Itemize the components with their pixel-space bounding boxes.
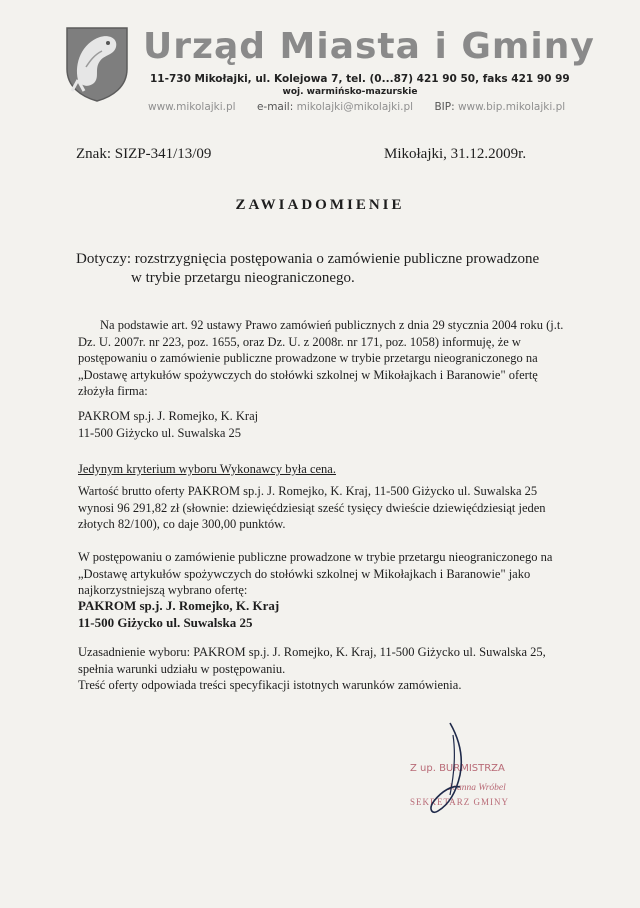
winner-block [78, 598, 572, 631]
handwritten-signature [398, 715, 498, 825]
stamp-line-2: Joanna Wróbel [448, 783, 506, 793]
firm-name: PAKROM sp.j. J. Romejko, K. Kraj [78, 409, 259, 423]
winner-address: 11-500 Giżycko ul. Suwalska 25 [78, 614, 253, 630]
bip-link[interactable]: www.bip.mikolajki.pl [457, 101, 566, 113]
firm-block [78, 408, 572, 441]
place-date: Mikołajki, 31.12.2009r. [384, 146, 527, 162]
intro-paragraph: Na podstawie art. 92 ustawy Prawo zamówień publicznych z dnia 29 stycznia 2004 roku (j.t. Dz. U. 2007r. nr 223, poz. 1655, oraz Dz. U. z 2008r. nr 171, poz. 1058) informuję, że w postępowaniu o zamówienie publiczne prowadzone w trybie przetargu nieograniczonego na „Dostawę artykułów spożywczych do stołówki szkolnej w Mikołajkach i Baranowie" ofertę złożyła firma: [78, 318, 564, 399]
website-link[interactable]: www.mikolajki.pl [148, 101, 236, 113]
bip-label: BIP: [434, 101, 455, 113]
subject-line-1: Dotyczy: rozstrzygnięcia postępowania o zamówienie publiczne prowadzone [76, 251, 540, 267]
selection-paragraph: W postępowaniu o zamówienie publiczne prowadzone w trybie przetargu nieograniczonego na „Dostawę artykułów spożywczych do stołówki szkolnej w Mikołajkach i Baranowie" jako najkorzystniejszą wybrano ofertę: [78, 550, 553, 598]
stamp-line-3: SEKRETARZ GMINY [410, 797, 510, 807]
office-title: Urząd Miasta i Gminy [143, 26, 595, 67]
winner-name: PAKROM sp.j. J. Romejko, K. Kraj [78, 598, 280, 613]
document-heading: ZAWIADOMIENIE [235, 197, 405, 213]
subject [76, 250, 576, 288]
email-label: e-mail: [256, 101, 294, 113]
criterion-text: Jedynym kryterium wyboru Wykonawcy była cena. [78, 462, 336, 476]
office-address: 11-730 Mikołajki, ul. Kolejowa 7, tel. (0...87) 421 90 50, faks 421 90 99 [150, 73, 570, 85]
reference-number: Znak: SIZP-341/13/09 [76, 146, 212, 162]
contact-line [148, 101, 565, 114]
email-link[interactable]: mikolajki@mikolajki.pl [296, 101, 414, 113]
subject-line-2: w trybie przetargu nieograniczonego. [131, 270, 355, 286]
stamp-line-1: Z up. BURMISTRZA [410, 763, 505, 774]
conformity-paragraph: Treść oferty odpowiada treści specyfikacji istotnych warunków zamówienia. [78, 678, 462, 692]
value-paragraph: Wartość brutto oferty PAKROM sp.j. J. Romejko, K. Kraj, 11-500 Giżycko ul. Suwalska 25 wynosi 96 291,82 zł (słownie: dziewięćdziesiąt sześć tysięcy dwieście dziewięćdziesiąt jeden złotych 82/100), co daje 300,00 punktów. [78, 484, 546, 532]
coat-of-arms-logo [64, 25, 130, 103]
firm-address: 11-500 Giżycko ul. Suwalska 25 [78, 425, 242, 440]
voivodeship: woj. warmińsko-mazurskie [282, 87, 418, 97]
justification-paragraph: Uzasadnienie wyboru: PAKROM sp.j. J. Romejko, K. Kraj, 11-500 Giżycko ul. Suwalska 25, spełnia warunki udziału w postępowaniu. [78, 645, 546, 676]
